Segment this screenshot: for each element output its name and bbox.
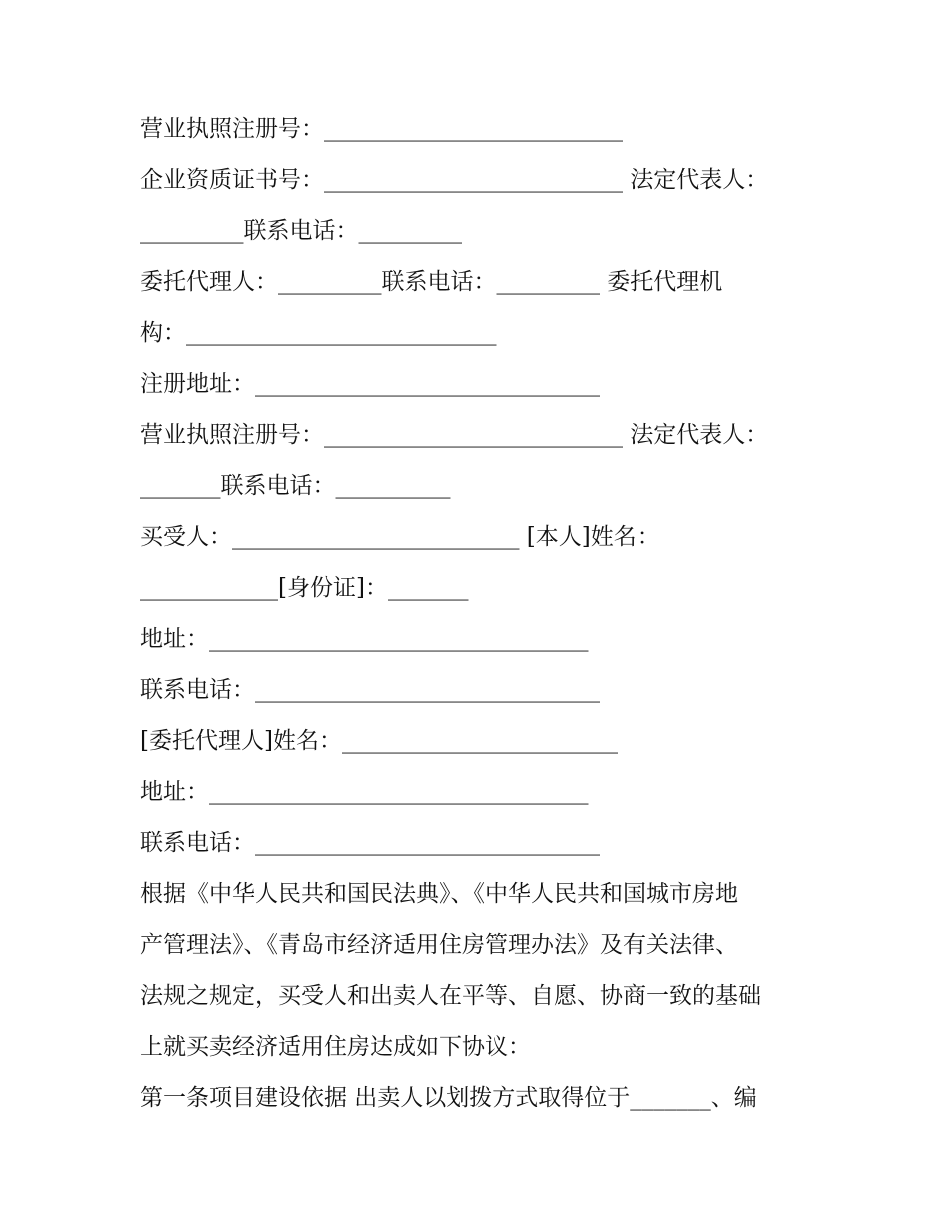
buyer-phone-line: 联系电话：______________________________ [140,677,600,703]
legal-basis-line-3: 法规之规定，买受人和出卖人在平等、自愿、协商一致的基础 [140,983,761,1009]
buyer-line: 买受人：_________________________ [本人]姓名： [140,524,660,550]
buyer-agent-address-line: 地址：_________________________________ [140,779,589,805]
business-license-number-line-2: 营业执照注册号：__________________________ 法定代表人： [140,422,769,448]
document-body [140,104,820,1124]
legal-basis-line-2: 产管理法》、《青岛市经济适用住房管理办法》及有关法律、 [140,932,738,958]
agent-line: 委托代理人：_________联系电话：_________ 委托代理机 [140,269,723,295]
buyer-agent-phone-line: 联系电话：______________________________ [140,830,600,856]
article-one-line: 第一条项目建设依据 出卖人以划拨方式取得位于_______、编 [140,1085,757,1111]
buyer-address-line: 地址：_________________________________ [140,626,589,652]
legal-basis-line-4: 上就买卖经济适用住房达成如下协议： [140,1034,531,1060]
id-card-line: ____________[身份证]：_______ [140,575,469,601]
representative-phone-line-2: _______联系电话：__________ [140,473,451,499]
representative-phone-line: _________联系电话：_________ [140,218,462,244]
agency-line: 构：___________________________ [140,320,497,346]
registered-address-line: 注册地址：______________________________ [140,371,600,397]
business-license-number-line: 营业执照注册号：__________________________ [140,116,623,142]
buyer-agent-name-line: [委托代理人]姓名：________________________ [140,728,618,754]
legal-basis-line-1: 根据《中华人民共和国民法典》、《中华人民共和国城市房地 [140,881,738,907]
qualification-certificate-line: 企业资质证书号：__________________________ 法定代表人： [140,167,769,193]
